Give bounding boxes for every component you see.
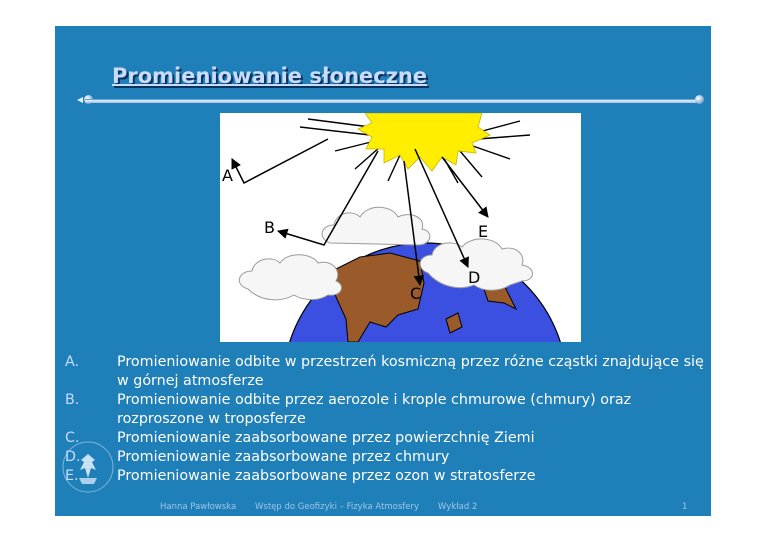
radiation-legend-list xyxy=(65,353,705,486)
university-seal-logo xyxy=(61,438,115,496)
list-item-text: Promieniowanie zaabsorbowane przez ozon w stratosferze xyxy=(117,468,536,484)
list-item-text: Promieniowanie odbite przez aerozole i krople chmurowe (chmury) oraz rozproszone w troposferze xyxy=(117,392,632,427)
list-item-text: Promieniowanie zaabsorbowane przez chmury xyxy=(117,449,450,465)
list-item-text: Promieniowanie zaabsorbowane przez powierzchnię Ziemi xyxy=(117,430,535,446)
list-item xyxy=(65,448,705,467)
rule-right-knob xyxy=(695,95,704,104)
list-item xyxy=(65,391,705,429)
label-e: E xyxy=(478,222,489,241)
footer-course: Wstęp do Geofizyki – Fizyka Atmosfery xyxy=(255,502,420,512)
label-c: C xyxy=(410,284,422,303)
solar-radiation-diagram xyxy=(220,113,581,342)
title-rule xyxy=(85,99,701,103)
list-item xyxy=(65,353,705,391)
list-item xyxy=(65,467,705,486)
list-item-letter: B. xyxy=(65,392,80,408)
footer-lecture: Wykład 2 xyxy=(438,502,478,512)
label-d: D xyxy=(468,268,481,287)
rule-left-arrow xyxy=(77,97,83,103)
list-item-letter: D. xyxy=(65,449,81,465)
label-a: A xyxy=(222,166,233,185)
label-b: B xyxy=(264,218,275,237)
list-item xyxy=(65,429,705,448)
footer-author: Hanna Pawłowska xyxy=(160,502,237,512)
list-item-letter: E. xyxy=(65,468,79,484)
slide xyxy=(55,26,711,516)
footer-page-number: 1 xyxy=(682,502,688,512)
list-item-letter: C. xyxy=(65,430,80,446)
list-item-letter: A. xyxy=(65,354,80,370)
list-item-text: Promieniowanie odbite w przestrzeń kosmiczną przez różne cząstki znajdujące się w górnej atmosferze xyxy=(117,354,704,389)
slide-title: Promieniowanie słoneczne xyxy=(112,64,428,88)
